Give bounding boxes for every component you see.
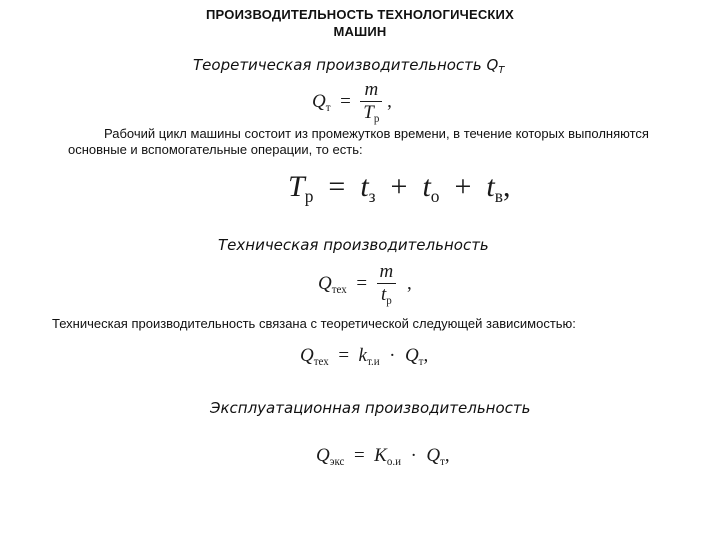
multiply-dot: · (389, 345, 396, 366)
coefficient: K (374, 445, 387, 466)
fraction-numerator: m (360, 80, 382, 102)
formula-lhs: Q (318, 273, 332, 295)
equals-sign: = (356, 273, 368, 295)
technical-heading: Техническая производительность (218, 236, 489, 254)
formula-lhs-subscript: р (304, 186, 314, 207)
theoretical-heading (193, 56, 504, 76)
multiply-dot: · (410, 445, 417, 466)
formula-rhs-subscript: т (440, 455, 445, 468)
formula-rhs: Q (404, 345, 419, 366)
formula-comma: , (407, 273, 412, 295)
denominator-subscript: р (386, 294, 392, 307)
plus-sign-1: + (390, 170, 408, 203)
cycle-paragraph-line-1: Рабочий цикл машины состоит из промежутков времени, в течение которых выполняются (104, 126, 649, 141)
cycle-formula (288, 170, 510, 207)
equals-sign: = (338, 345, 350, 366)
operational-formula (316, 445, 450, 468)
term-2-subscript: о (430, 186, 440, 207)
denominator-symbol: t (381, 283, 387, 305)
fraction-denominator (377, 284, 397, 307)
formula-comma: , (444, 445, 450, 466)
technical-formula (318, 262, 412, 307)
formula-lhs: T (288, 170, 305, 203)
fraction-numerator: m (377, 262, 397, 284)
operational-heading: Эксплуатационная производительность (210, 399, 531, 417)
plus-sign-2: + (454, 170, 472, 203)
cycle-paragraph-line-2: основные и вспомогательные операции, то есть: (68, 142, 363, 157)
coefficient-subscript: о.и (386, 455, 402, 468)
term-3: t (486, 170, 495, 203)
fraction (360, 80, 382, 125)
denominator-subscript: p (373, 112, 380, 125)
technical-relation-text: Техническая производительность связана с теоретической следующей зависимостью: (52, 316, 576, 331)
formula-comma: , (387, 91, 392, 113)
equals-sign: = (353, 445, 365, 466)
equals-sign: = (340, 91, 351, 113)
fraction-denominator (360, 102, 382, 125)
theoretical-heading-subscript: Т (498, 64, 505, 76)
equals-sign: = (328, 170, 346, 203)
formula-rhs-subscript: т (418, 355, 424, 368)
formula-lhs: Q (300, 345, 314, 366)
coefficient: k (358, 345, 367, 366)
term-2: t (422, 170, 431, 203)
term-1: t (360, 170, 369, 203)
coefficient-subscript: т.и (366, 355, 380, 368)
denominator-symbol: T (363, 101, 374, 123)
formula-lhs-subscript: т (325, 101, 331, 114)
formula-lhs: Q (312, 91, 326, 113)
fraction (377, 262, 397, 307)
formula-lhs-subscript: тех (313, 355, 329, 368)
title-line-2: МАШИН (333, 24, 387, 39)
technical-relation-formula (300, 345, 428, 368)
formula-lhs-subscript: тех (331, 283, 347, 296)
formula-comma: , (502, 170, 511, 203)
title-line-1: ПРОИЗВОДИТЕЛЬНОСТЬ ТЕХНОЛОГИЧЕСКИХ (206, 7, 514, 22)
formula-lhs: Q (316, 445, 330, 466)
term-3-subscript: в (494, 186, 503, 207)
theoretical-formula (312, 80, 392, 125)
term-1-subscript: з (368, 186, 376, 207)
page-title (180, 6, 540, 40)
formula-rhs: Q (426, 445, 441, 466)
formula-lhs-subscript: экс (329, 455, 345, 468)
theoretical-heading-text: Теоретическая производительность Q (193, 56, 499, 74)
formula-comma: , (423, 345, 429, 366)
